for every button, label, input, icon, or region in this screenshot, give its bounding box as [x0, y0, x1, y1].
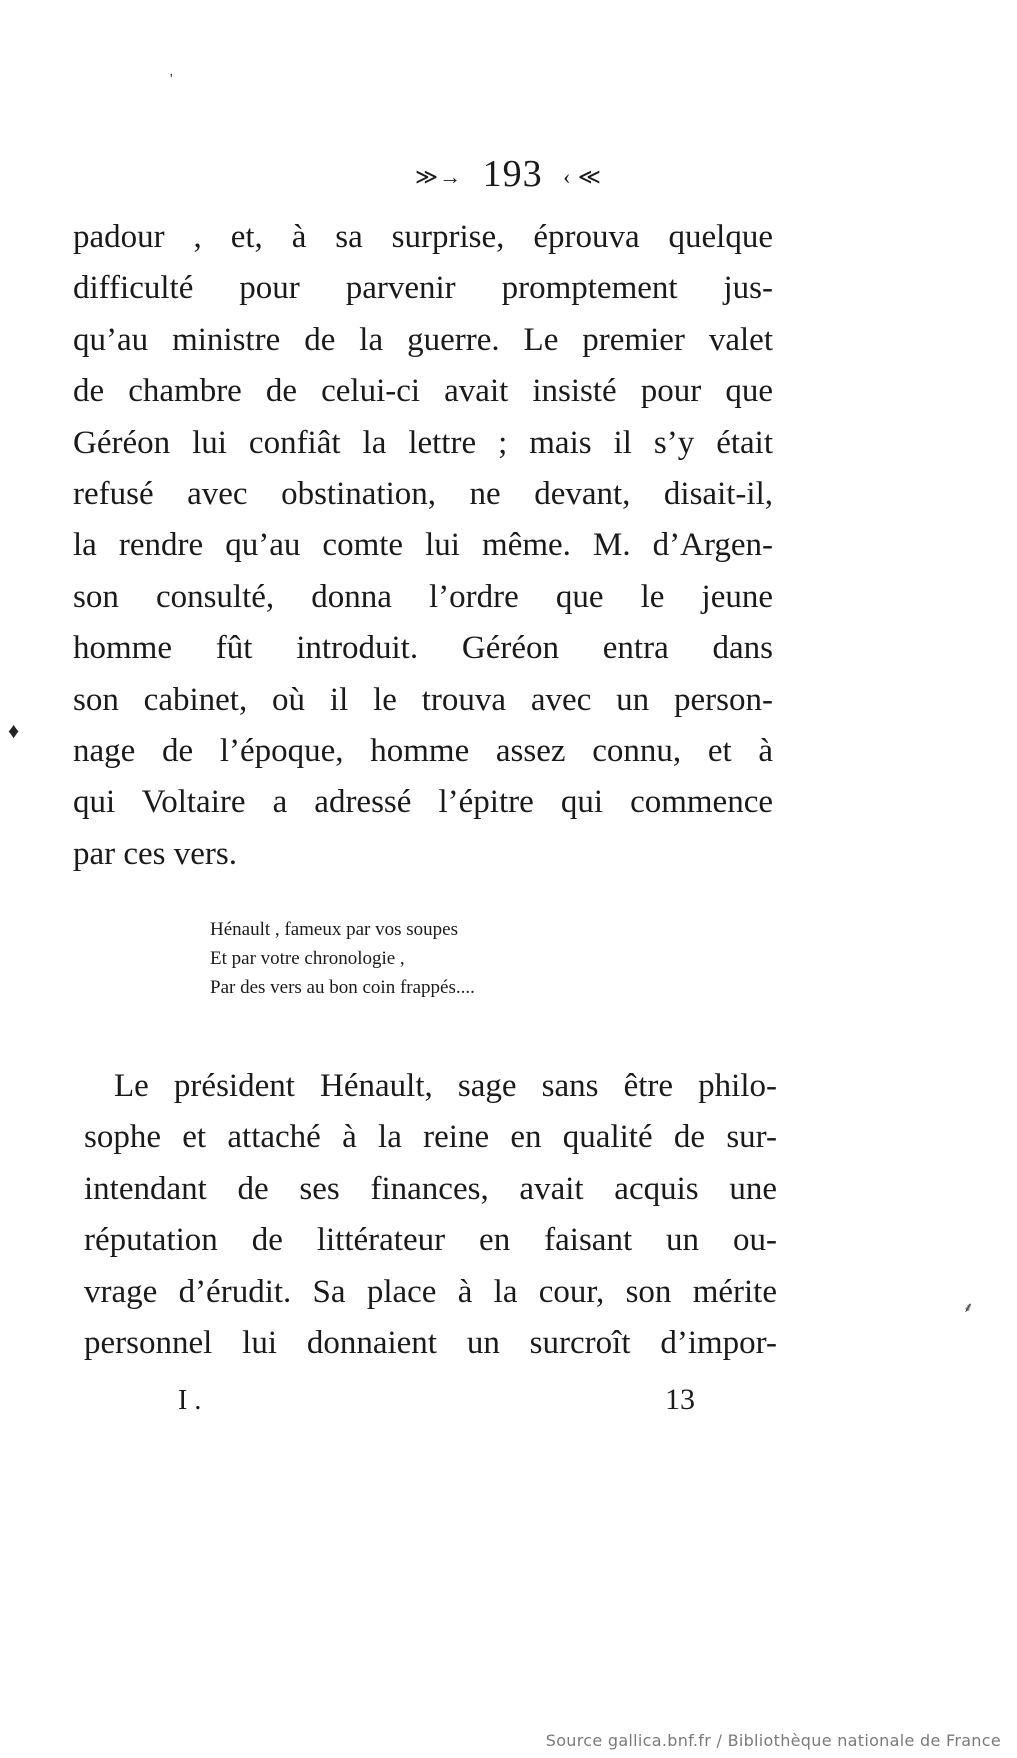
- paragraph-1: [73, 212, 773, 880]
- text-line: son cabinet, où il le trouva avec un person-: [73, 681, 773, 718]
- verse-line: Par des vers au bon coin frappés....: [210, 977, 475, 998]
- text-line: Géréon lui confiât la lettre ; mais il s’y était: [73, 424, 773, 461]
- print-speck: ': [170, 72, 173, 87]
- right-ornament: ‹ ≪: [563, 164, 602, 190]
- text-line: par ces vers.: [73, 835, 238, 872]
- print-speck: ♦: [8, 718, 20, 743]
- left-ornament: ≫→: [415, 164, 463, 190]
- text-line: difficulté pour parvenir promptement jus-: [73, 270, 773, 307]
- text-line: Le président Hénault, sage sans être philo-: [114, 1068, 777, 1104]
- text-line: padour , et, à sa surprise, éprouva quelque: [73, 219, 773, 255]
- text-line: la rendre qu’au comte lui même. M. d’Argen-: [73, 527, 773, 564]
- text-line: nage de l’époque, homme assez connu, et à: [73, 732, 773, 769]
- text-line: qu’au ministre de la guerre. Le premier valet: [73, 321, 773, 358]
- signature-volume: I .: [178, 1385, 202, 1416]
- text-line: sophe et attaché à la reine en qualité de sur-: [84, 1119, 777, 1156]
- text-line: son consulté, donna l’ordre que le jeune: [73, 578, 773, 615]
- source-credit: Source gallica.bnf.fr / Bibliothèque nationale de France: [545, 1731, 1001, 1750]
- text-line: intendant de ses finances, avait acquis une: [84, 1170, 777, 1207]
- text-line: qui Voltaire a adressé l’épitre qui commence: [73, 784, 773, 821]
- page-header: [0, 155, 1017, 193]
- text-line: de chambre de celui-ci avait insisté pour que: [73, 373, 773, 410]
- signature-number: 13: [665, 1383, 695, 1416]
- print-speck: ⸙: [963, 1301, 974, 1316]
- page-number: 193: [482, 153, 543, 195]
- verse-quote: [210, 915, 630, 1002]
- paragraph-2: [84, 1061, 777, 1369]
- text-line: vrage d’érudit. Sa place à la cour, son mérite: [84, 1273, 777, 1310]
- text-line: homme fût introduit. Géréon entra dans: [73, 630, 773, 667]
- text-line: refusé avec obstination, ne devant, disait-il,: [73, 475, 773, 512]
- verse-line: Hénault , fameux par vos soupes: [210, 919, 458, 940]
- text-line: réputation de littérateur en faisant un ou-: [84, 1222, 777, 1259]
- verse-line: Et par votre chronologie ,: [210, 948, 405, 969]
- text-line: personnel lui donnaient un surcroît d’impor-: [84, 1324, 777, 1361]
